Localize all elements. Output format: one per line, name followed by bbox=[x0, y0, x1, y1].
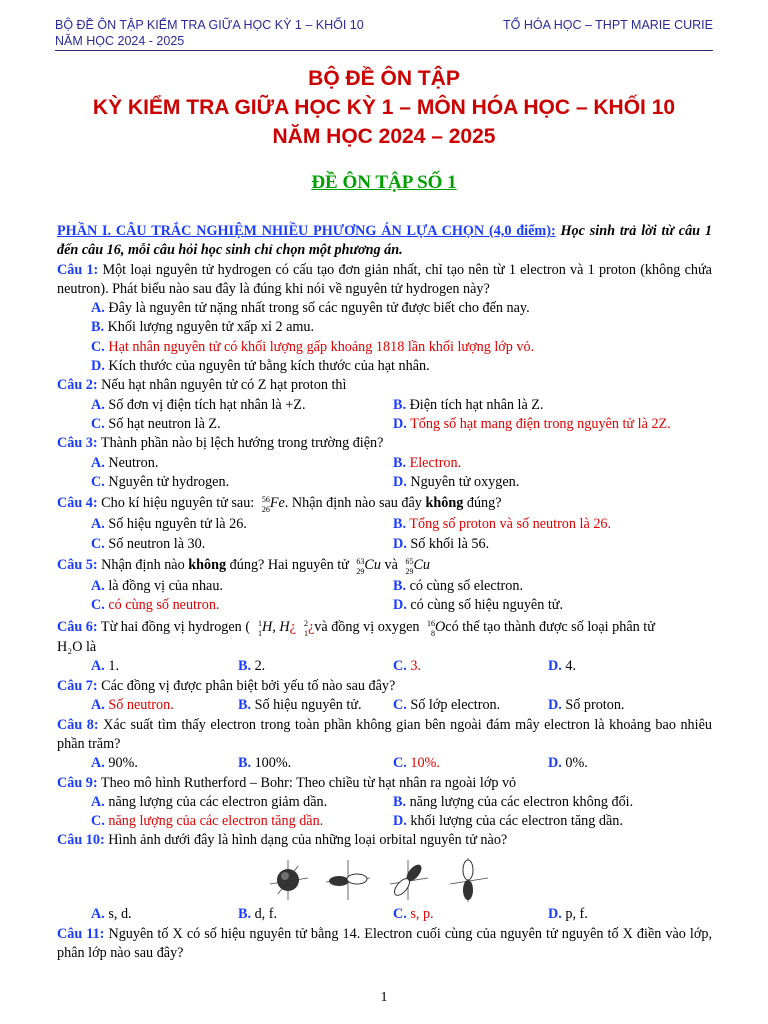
question-6: Câu 6: Từ hai đồng vị hydrogen ( 1 1 H, H¿ 2 1 ¿và đồng vị oxygen 16 8 Ocó thể tạo thành được số loại phân tử bbox=[57, 619, 655, 638]
q10-option-d: D. p, f. bbox=[548, 906, 588, 922]
q4-option-d: D. Số khối là 56. bbox=[393, 536, 490, 552]
q8-option-c: C. 10%. bbox=[393, 755, 440, 771]
question-9: Câu 9: Theo mô hình Rutherford – Bohr: Theo chiều từ hạt nhân ra ngoài lớp vỏ bbox=[57, 775, 517, 791]
question-text: Một loại nguyên tử hydrogen có cấu tạo đơn giản nhất, chỉ tạo nên từ 1 electron và 1 proton (không chứa neutron). Phát biểu nào sau đây là đúng khi nói về nguyên tử hydrogen này? bbox=[57, 262, 712, 297]
q2-option-c: C. Số hạt neutron là Z. bbox=[91, 416, 221, 432]
question-1 bbox=[57, 261, 712, 299]
question-11: Câu 11: Nguyên tố X có số hiệu nguyên tử bằng 14. Electron cuối cùng của nguyên tử nguyên tố X điền vào lớp, phân lớp nào sau đây? bbox=[57, 926, 713, 961]
q9-option-d: D. khối lượng của các electron tăng dần. bbox=[393, 813, 623, 829]
pz-orbital-icon bbox=[450, 858, 488, 902]
q3-option-d: D. Nguyên tử oxygen. bbox=[393, 474, 520, 490]
q1-option-b: B. Khối lượng nguyên tử xấp xỉ 2 amu. bbox=[91, 319, 315, 335]
q5-option-b: B. có cùng số electron. bbox=[393, 578, 524, 594]
q2-option-d: D. Tổng số hạt mang điện trong nguyên tử là 2Z. bbox=[393, 416, 671, 432]
q6-option-b: B. 2. bbox=[238, 658, 266, 674]
px-orbital-icon bbox=[326, 860, 370, 900]
q8-option-b: B. 100%. bbox=[238, 755, 292, 771]
question-2: Câu 2: Nếu hạt nhân nguyên tử có Z hạt proton thì bbox=[57, 377, 347, 393]
q5-option-a: A. là đồng vị của nhau. bbox=[91, 578, 223, 594]
isotope-o16: 16 8 bbox=[427, 619, 436, 638]
q6-option-c: C. 3. bbox=[393, 658, 421, 674]
section-heading-block bbox=[57, 222, 712, 260]
exam-subtitle: ĐỀ ÔN TẬP SỐ 1 bbox=[311, 172, 457, 193]
isotope-cu65: 65 29 bbox=[405, 557, 414, 576]
question-5: Câu 5: Nhận định nào không đúng? Hai nguyên tử 63 29 Cu và 65 29 Cu bbox=[57, 557, 431, 576]
s-orbital-icon bbox=[270, 860, 308, 900]
q7-option-d: D. Số proton. bbox=[548, 697, 625, 713]
question-8: Câu 8: Xác suất tìm thấy electron trong toàn phần không gian bên ngoài đám mây electron là khoảng bao nhiêu phần trăm? bbox=[57, 717, 712, 752]
q3-option-a: A. Neutron. bbox=[91, 455, 159, 471]
q4-option-c: C. Số neutron là 30. bbox=[91, 536, 206, 552]
q10-option-b: B. d, f. bbox=[238, 906, 278, 922]
question-label: Câu 1: bbox=[57, 262, 99, 278]
page-header bbox=[55, 16, 713, 51]
section-heading: PHẦN I. CÂU TRẮC NGHIỆM NHIỀU PHƯƠNG ÁN LỰA CHỌN (4,0 điểm): bbox=[57, 223, 556, 239]
header-left-line1: BỘ ĐỀ ÔN TẬP KIẾM TRA GIỮA HỌC KỲ 1 – KHỐI 10 bbox=[55, 18, 364, 32]
header-right-line1: TỔ HÓA HỌC – THPT MARIE CURIE bbox=[503, 18, 713, 32]
question-4: Câu 4: Cho kí hiệu nguyên tử sau: 56 26 Fe. Nhận định nào sau đây không đúng? bbox=[57, 495, 502, 514]
q7-option-a: A. Số neutron. bbox=[91, 697, 174, 713]
q2-option-b: B. Điện tích hạt nhân là Z. bbox=[393, 397, 544, 413]
q8-option-a: A. 90%. bbox=[91, 755, 138, 771]
q6-option-d: D. 4. bbox=[548, 658, 576, 674]
q5-option-c: C. có cùng số neutron. bbox=[91, 597, 220, 613]
question-7: Câu 7: Các đồng vị được phân biệt bởi yếu tố nào sau đây? bbox=[57, 678, 396, 694]
isotope-fe: 56 26 bbox=[261, 495, 270, 514]
py-orbital-icon bbox=[390, 860, 428, 900]
q4-option-a: A. Số hiệu nguyên tử là 26. bbox=[91, 516, 247, 532]
q2-option-a: A. Số đơn vị điện tích hạt nhân là +Z. bbox=[91, 397, 306, 413]
q9-option-b: B. năng lượng của các electron không đổi. bbox=[393, 794, 634, 810]
q6-line2: H₂O là bbox=[57, 639, 97, 655]
q8-option-d: D. 0%. bbox=[548, 755, 588, 771]
header-left-line2: NĂM HỌC 2024 - 2025 bbox=[55, 34, 185, 48]
section-instruction: Học sinh trả lời từ câu 1 đến câu 16, mỗi câu hỏi học sinh chỉ chọn một phương án. bbox=[57, 223, 712, 258]
title-line1: BỘ ĐỀ ÔN TẬP bbox=[308, 67, 460, 90]
q10-option-a: A. s, d. bbox=[91, 906, 132, 922]
q1-option-a: A. Đây là nguyên tử nặng nhất trong số các nguyên tử được biết cho đến nay. bbox=[91, 300, 530, 316]
title-line2: KỲ KIỂM TRA GIỮA HỌC KỲ 1 – MÔN HÓA HỌC – KHỐI 10 bbox=[92, 96, 676, 119]
question-10: Câu 10: Hình ảnh dưới đây là hình dạng của những loại orbital nguyên tử nào? bbox=[57, 832, 508, 848]
q3-option-c: C. Nguyên tử hydrogen. bbox=[91, 474, 230, 490]
q5-option-d: D. có cùng số hiệu nguyên tử. bbox=[393, 597, 564, 613]
q3-option-b: B. Electron. bbox=[393, 455, 462, 471]
q1-option-d: D. Kích thước của nguyên tử bằng kích thước của hạt nhân. bbox=[91, 358, 430, 374]
q9-option-c: C. năng lượng của các electron tăng dần. bbox=[91, 813, 324, 829]
q6-option-a: A. 1. bbox=[91, 658, 119, 674]
q7-option-c: C. Số lớp electron. bbox=[393, 697, 501, 713]
q9-option-a: A. năng lượng của các electron giảm dần. bbox=[91, 794, 328, 810]
q10-option-c: C. s, p. bbox=[393, 906, 434, 922]
page-number: 1 bbox=[380, 990, 388, 1005]
q4-option-b: B. Tổng số proton và số neutron là 26. bbox=[393, 516, 612, 532]
isotope-cu63: 63 29 bbox=[356, 557, 365, 576]
question-3: Câu 3: Thành phần nào bị lệch hướng trong trường điện? bbox=[57, 435, 384, 451]
q1-option-c: C. Hạt nhân nguyên tử có khối lượng gấp khoảng 1818 lần khối lượng lớp vỏ. bbox=[91, 339, 535, 355]
orbital-images bbox=[260, 855, 500, 905]
title-line3: NĂM HỌC 2024 – 2025 bbox=[272, 125, 496, 148]
q7-option-b: B. Số hiệu nguyên tử. bbox=[238, 697, 362, 713]
